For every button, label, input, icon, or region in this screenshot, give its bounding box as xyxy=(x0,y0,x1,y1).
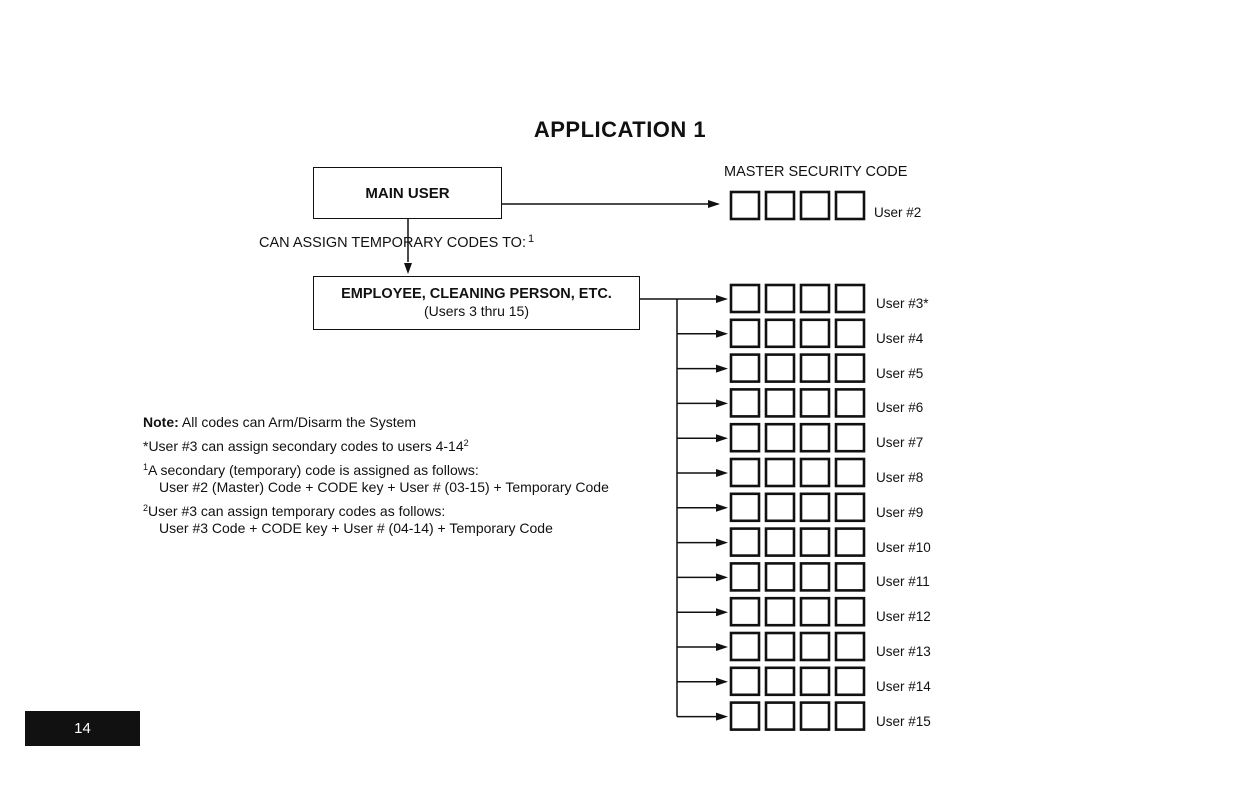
note-line-user3-assign xyxy=(143,500,643,520)
user-code-box xyxy=(801,668,829,695)
user-code-box xyxy=(801,563,829,590)
note-text: A secondary (temporary) code is assigned as follows: xyxy=(148,462,479,478)
master-code-box xyxy=(801,192,829,219)
master-code-box xyxy=(766,192,794,219)
user-label: User #12 xyxy=(876,609,931,625)
note-text: User #3 Code + CODE key + User # (04-14) + Temporary Code xyxy=(159,520,553,536)
user-label: User #14 xyxy=(876,678,931,694)
user-code-box xyxy=(836,494,864,521)
user-label: User #10 xyxy=(876,539,931,555)
arrow-head xyxy=(708,200,720,208)
user-code-box xyxy=(836,703,864,730)
user-code-box xyxy=(766,459,794,486)
arrow-head xyxy=(404,263,412,274)
user-code-box xyxy=(836,285,864,312)
user-code-box xyxy=(731,459,759,486)
note-text: *User #3 can assign secondary codes to users 4-14 xyxy=(143,438,464,454)
user-code-box xyxy=(731,563,759,590)
user-code-box xyxy=(836,633,864,660)
user-code-box xyxy=(766,598,794,625)
user-code-box xyxy=(766,668,794,695)
note-footnote: 1 xyxy=(143,462,149,472)
user-label: User #9 xyxy=(876,504,924,520)
user-code-box xyxy=(801,424,829,451)
arrow-head xyxy=(716,469,728,477)
user-code-box xyxy=(801,389,829,416)
user-code-box xyxy=(731,529,759,556)
user-label: User #11 xyxy=(876,574,930,590)
user-label: User #6 xyxy=(876,400,924,416)
user-code-box xyxy=(766,563,794,590)
user-label: User #4 xyxy=(876,330,924,346)
note-line-secondary-assign xyxy=(143,459,643,479)
arrow-head xyxy=(716,365,728,373)
user-code-box xyxy=(731,389,759,416)
master-code-box xyxy=(731,192,759,219)
user-code-box xyxy=(766,529,794,556)
user-code-box xyxy=(836,529,864,556)
user-code-box xyxy=(731,285,759,312)
user-code-box xyxy=(766,494,794,521)
user-label: User #8 xyxy=(876,470,924,485)
user-code-box xyxy=(766,703,794,730)
user-code-box xyxy=(836,320,864,347)
note-line xyxy=(143,414,643,431)
note-line-user3-formula xyxy=(143,520,643,537)
user-code-box xyxy=(731,598,759,625)
arrow-head xyxy=(716,330,728,338)
user-code-box xyxy=(801,285,829,312)
user-code-box xyxy=(836,668,864,695)
assign-text: CAN ASSIGN TEMPORARY CODES TO: xyxy=(259,235,526,251)
employee-title: EMPLOYEE, CLEANING PERSON, ETC. xyxy=(341,286,612,302)
master-code-box xyxy=(836,192,864,219)
user-code-box xyxy=(836,424,864,451)
user-code-box xyxy=(731,494,759,521)
arrow-head xyxy=(716,539,728,547)
user-code-box xyxy=(836,355,864,382)
user-code-box xyxy=(731,668,759,695)
user-code-box xyxy=(766,424,794,451)
user-code-box xyxy=(836,563,864,590)
arrow-head xyxy=(716,295,728,303)
user-code-box xyxy=(801,459,829,486)
user-label: User #13 xyxy=(876,644,931,659)
user-label: User #15 xyxy=(876,713,931,729)
assign-footnote: 1 xyxy=(527,233,535,245)
user-code-box xyxy=(801,320,829,347)
arrow-head xyxy=(716,573,728,581)
user-code-box xyxy=(766,355,794,382)
user-code-box xyxy=(801,633,829,660)
main-user-label: MAIN USER xyxy=(365,184,450,202)
user-label: User #5 xyxy=(876,365,924,381)
user-code-box xyxy=(836,459,864,486)
user-code-box xyxy=(836,389,864,416)
note-text: All codes can Arm/Disarm the System xyxy=(181,414,417,430)
user-code-box xyxy=(766,389,794,416)
page-title: APPLICATION 1 xyxy=(533,117,707,142)
arrow-head xyxy=(716,678,728,686)
arrow-head xyxy=(716,399,728,407)
user-code-box xyxy=(731,320,759,347)
user-code-box xyxy=(731,703,759,730)
user-label: User #3* xyxy=(876,296,929,311)
user-code-box xyxy=(801,355,829,382)
note-line-secondary-codes xyxy=(143,435,643,455)
user-code-box xyxy=(731,424,759,451)
page-number: 14 xyxy=(74,720,91,737)
master-security-code-label: MASTER SECURITY CODE xyxy=(724,164,908,180)
user-code-box xyxy=(731,633,759,660)
user-label-master: User #2 xyxy=(874,205,922,220)
note-label: Note: xyxy=(143,414,179,430)
arrow-head xyxy=(716,608,728,616)
user-code-box xyxy=(766,285,794,312)
user-code-box xyxy=(766,320,794,347)
user-code-box xyxy=(801,494,829,521)
arrow-head xyxy=(716,434,728,442)
note-footnote: 2 xyxy=(463,438,469,448)
arrow-head xyxy=(716,643,728,651)
note-footnote: 2 xyxy=(143,503,149,513)
user-code-box xyxy=(801,598,829,625)
note-text: User #2 (Master) Code + CODE key + User # (03-15) + Temporary Code xyxy=(159,479,609,495)
user-code-box xyxy=(731,355,759,382)
notes-block xyxy=(143,414,643,537)
user-code-box xyxy=(801,703,829,730)
employee-subtitle: (Users 3 thru 15) xyxy=(423,303,530,319)
arrow-head xyxy=(716,504,728,512)
note-text: User #3 can assign temporary codes as follows: xyxy=(148,503,446,519)
note-line-master-formula xyxy=(143,479,643,496)
page-number-badge xyxy=(25,711,140,746)
user-label: User #7 xyxy=(876,435,924,451)
arrow-head xyxy=(716,713,728,721)
user-code-box xyxy=(836,598,864,625)
user-code-box xyxy=(766,633,794,660)
user-code-box xyxy=(801,529,829,556)
